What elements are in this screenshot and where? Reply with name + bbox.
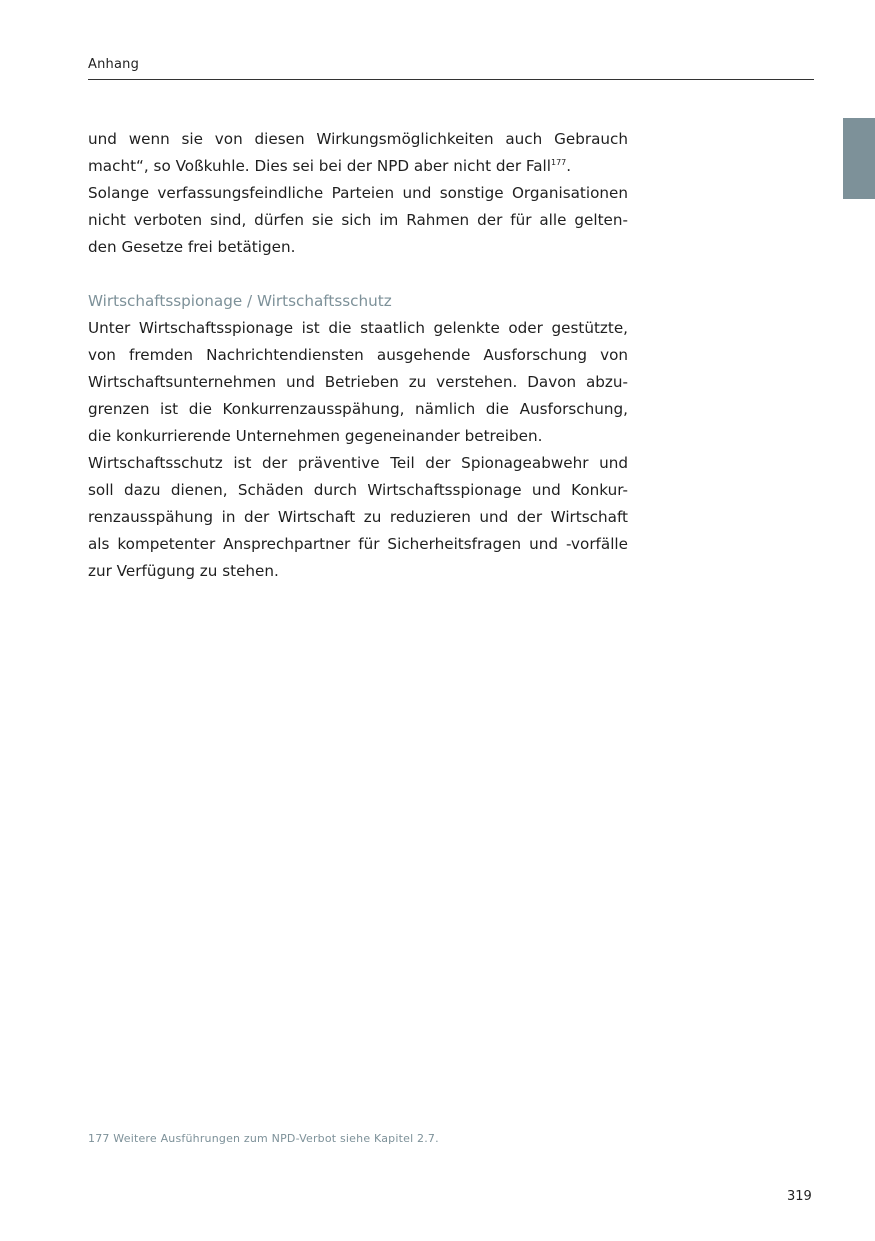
header-divider <box>88 79 814 80</box>
text-line: soll dazu dienen, Schäden durch Wirtschaftsspionage und Konkur- <box>88 481 628 499</box>
paragraph-wirtschaftsschutz <box>88 450 628 585</box>
text-line: als kompetenter Ansprechpartner für Sicherheitsfragen und -vorfälle <box>88 535 628 553</box>
text-line: nicht verboten sind, dürfen sie sich im Rahmen der für alle gelten- <box>88 211 628 229</box>
text-line: Wirtschaftsschutz ist der präventive Teil der Spionageabwehr und <box>88 454 628 472</box>
running-header: Anhang <box>88 57 140 72</box>
text-line: die konkurrierende Unternehmen gegeneinander betreiben. <box>88 427 543 445</box>
text-line: Solange verfassungsfeindliche Parteien und sonstige Organisationen <box>88 184 628 202</box>
paragraph-npd <box>88 126 628 261</box>
main-text <box>88 126 628 585</box>
chapter-tab-marker <box>843 118 875 199</box>
sentence-period: . <box>566 157 572 175</box>
text-line: renzausspähung in der Wirtschaft zu reduzieren und der Wirtschaft <box>88 508 628 526</box>
text-line: grenzen ist die Konkurrenzausspähung, nämlich die Ausforschung, <box>88 400 628 418</box>
text-line: zur Verfügung zu stehen. <box>88 562 279 580</box>
text-line: den Gesetze frei betätigen. <box>88 238 296 256</box>
footnote: 177 Weitere Ausführungen zum NPD-Verbot siehe Kapitel 2.7. <box>88 1132 439 1145</box>
page-number: 319 <box>787 1189 812 1204</box>
text-line-with-footnote <box>88 153 628 180</box>
text-line: Unter Wirtschaftsspionage ist die staatlich gelenkte oder gestützte, <box>88 319 628 337</box>
paragraph-wirtschaftsspionage <box>88 315 628 450</box>
footnote-reference[interactable]: 177 <box>551 158 567 167</box>
text-line: Wirtschaftsunternehmen und Betrieben zu verstehen. Davon abzu- <box>88 373 628 391</box>
text-line: und wenn sie von diesen Wirkungsmöglichkeiten auch Gebrauch <box>88 130 628 148</box>
text-line: von fremden Nachrichtendiensten ausgehende Ausforschung von <box>88 346 628 364</box>
section-heading: Wirtschaftsspionage / Wirtschaftsschutz <box>88 292 392 310</box>
text-line: macht“, so Voßkuhle. Dies sei bei der NPD aber nicht der Fall <box>88 157 551 175</box>
